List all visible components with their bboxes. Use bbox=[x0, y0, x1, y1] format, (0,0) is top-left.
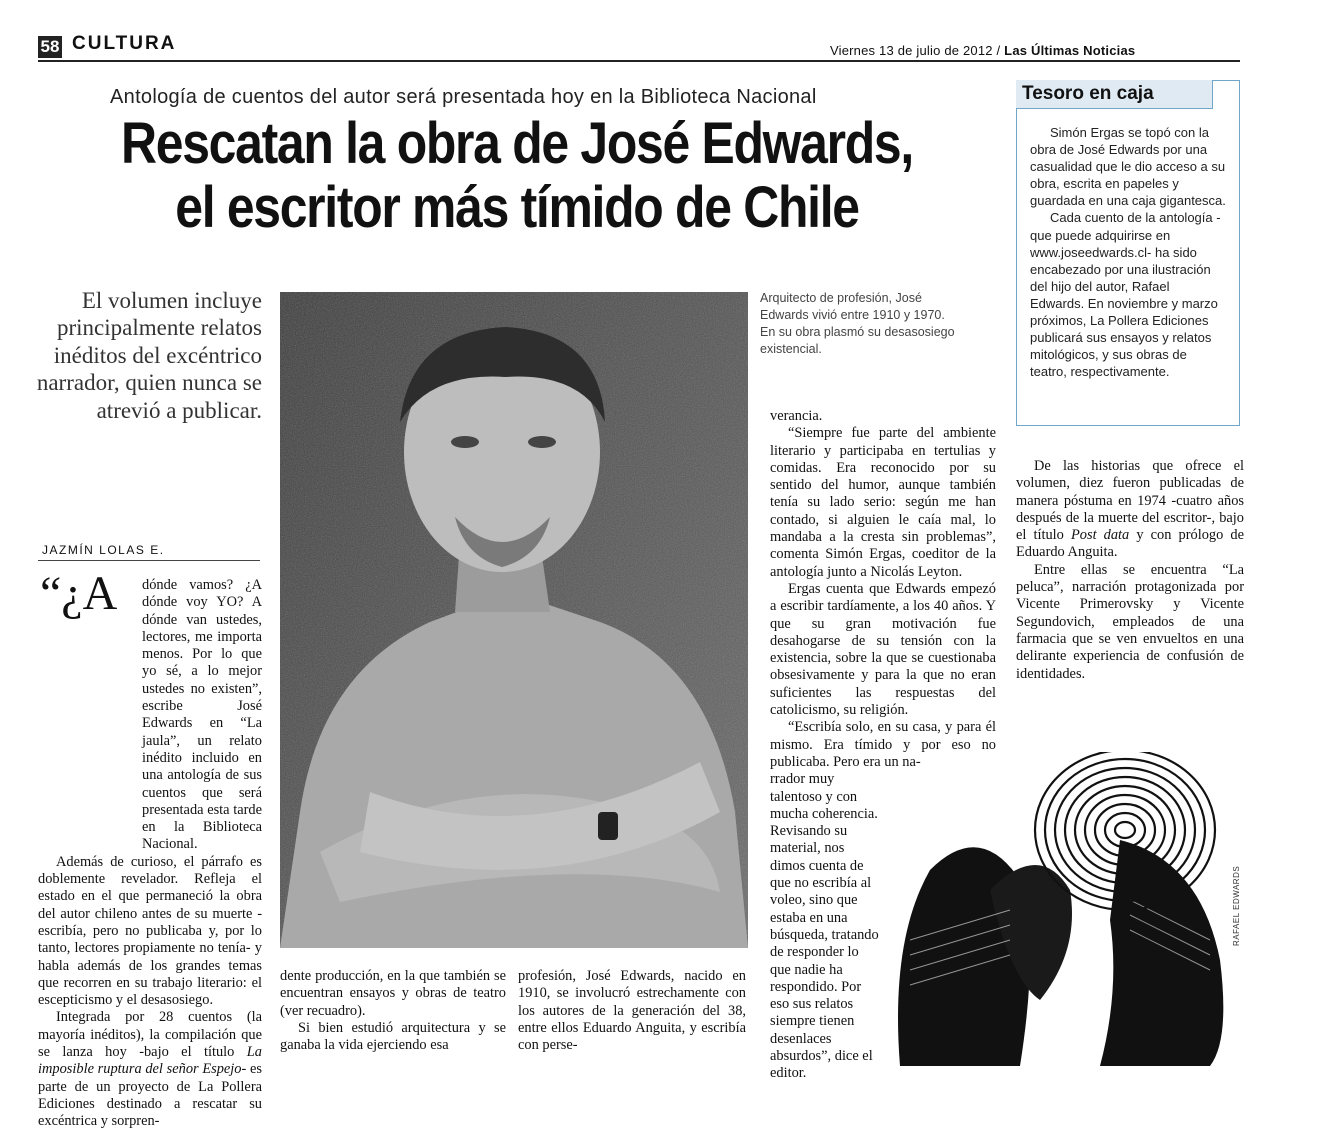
fingerprint-icon bbox=[870, 740, 1250, 1066]
body-column-3 bbox=[518, 968, 746, 1054]
paragraph: verancia. bbox=[770, 408, 823, 424]
headline-line-1: Rescatan la obra de José Edwards, bbox=[121, 111, 913, 176]
book-title: La imposible ruptura del señor Espejo bbox=[38, 1044, 262, 1078]
paragraph: Si bien estudió arquitectura y se ganaba la vida ejerciendo esa bbox=[280, 1019, 506, 1054]
sidebar-paragraph: Cada cuento de la antología -que puede adquirirse en www.joseedwards.cl- ha sido encabezado por una ilustración del hijo del autor, Rafael Edwards. En noviembre y marzo próximos, La Pollera Ediciones publicará sus ensayos y relatos mitológicos, y sus obras de teatro, respectivamente. bbox=[1030, 210, 1221, 380]
paragraph: Además de curioso, el párrafo es doblemente revelador. Refleja el estado en el que permaneció la obra del autor chileno antes de su muerte -escribía, pero no publicaba y, por lo tanto, lectores propiamente no tenía- y habla además de los grandes temas que recorren en su trabajo literario: el escepticismo y el desasosiego. bbox=[38, 853, 262, 1009]
paragraph: “Siempre fue parte del ambiente literario y participaba en tertulias y comidas. Era reconocido por su sentido del humor, aunque también tenía su lado serio: según me han contado, si alguien le caía mal, lo mandaba a la cresta sin problemas”, comenta Simón Ergas, coeditor de la antología junto a Nicolás Leyton. bbox=[770, 425, 996, 580]
paragraph-text: De las historias que ofrece el volumen, diez fueron publicadas de manera póstuma en 1974 -cuatro años después de la muerte del escritor-, bajo el título bbox=[1016, 458, 1244, 544]
fingerprint-head-illustration bbox=[870, 740, 1250, 1066]
headline-line-2: el escritor más tímido de Chile bbox=[175, 175, 859, 240]
section-label: CULTURA bbox=[72, 33, 177, 54]
headline bbox=[96, 112, 937, 240]
newspaper-name: Las Últimas Noticias bbox=[1004, 43, 1136, 58]
byline: JAZMÍN LOLAS E. bbox=[42, 543, 165, 557]
paragraph bbox=[38, 1009, 262, 1130]
paragraph-text: y con prólogo de Eduardo Anguita. bbox=[1016, 527, 1244, 561]
sidebar-paragraph: Simón Ergas se topó con la obra de José Edwards por una casualidad que le dio acceso a su obra, escrita en papeles y guardada en una caja gigantesca. bbox=[1030, 125, 1226, 209]
sidebar-title: Tesoro en caja bbox=[1022, 83, 1154, 104]
dateline bbox=[830, 43, 1135, 58]
page-number: 58 bbox=[38, 36, 62, 58]
paragraph: dente producción, en la que también se encuentran ensayos y obras de teatro (ver recuadro). bbox=[280, 968, 506, 1019]
paragraph-text: - es parte de un proyecto de La Pollera Ediciones destinado a rescatar su excéntrica y sorpren- bbox=[38, 1061, 262, 1130]
paragraph-text: Integrada por 28 cuentos (la mayoría inéditos), la compilación que se lanza hoy -bajo el título bbox=[38, 1009, 262, 1061]
book-title: Post data bbox=[1070, 527, 1130, 544]
date-text: Viernes 13 de julio de 2012 / bbox=[830, 43, 1005, 58]
paragraph: profesión, José Edwards, nacido en 1910, se involucró estrechamente con los autores de la generación del 38, entre ellos Eduardo Anguita, y escribía con perse- bbox=[518, 968, 746, 1054]
sidebar-text bbox=[1030, 124, 1226, 380]
deck: El volumen incluye principalmente relatos inéditos del excéntrico narrador, quien nunca se atrevió a publicar. bbox=[36, 288, 262, 423]
illustration-credit: RAFAEL EDWARDS bbox=[1232, 865, 1241, 946]
paragraph: rrador muy talentoso y con mucha coherencia. Revisando su material, nos dimos cuenta de que no escribía al voleo, sino que estaba en una búsqueda, tratando de responder lo que nadie ha respondido. Por eso sus relatos siempre tienen desenlaces absurdos”, dice el editor. bbox=[770, 771, 879, 1082]
body-column-1 bbox=[38, 577, 262, 1131]
drop-cap: “¿A bbox=[40, 567, 118, 620]
photo-caption: Arquitecto de profesión, José Edwards vivió entre 1910 y 1970. En su obra plasmó su desasosiego existencial. bbox=[760, 291, 955, 356]
paragraph: Entre ellas se encuentra “La peluca”, narración protagonizada por Vicente Primerovsky y Vicente Segundovich, empleados de una farmacia que se ven envueltos en una delirante experiencia de confusión de identidades. bbox=[1016, 561, 1244, 682]
body-column-5 bbox=[1016, 458, 1244, 683]
paragraph: Ergas cuenta que Edwards empezó a escribir tardíamente, a los 40 años. Y que su gran motivación fue desahogarse de su tensión con la existencia, sobre la que se cuestionaba obsesivamente y para la que no eran suficientes las respuestas del catolicismo, su religión. bbox=[770, 580, 996, 719]
byline-rule bbox=[38, 560, 260, 561]
paragraph: “Escribía solo, en su casa, y para él mismo. Era tímido y por eso no publicaba. Pero era un na- bbox=[770, 719, 996, 770]
paragraph bbox=[1016, 458, 1244, 562]
author-photo bbox=[280, 292, 748, 948]
paragraph: dónde vamos? ¿A dónde voy YO? A dónde van ustedes, lectores, me importa menos. Por lo que yo sé, a lo mejor ustedes no existen”, escribe José Edwards en “La jaula”, un relato inédito incluido en una antología de sus cuentos que será presentada esta tarde en la Biblioteca Nacional. bbox=[142, 577, 262, 853]
body-column-2 bbox=[280, 968, 506, 1054]
author-portrait-image bbox=[280, 292, 748, 948]
kicker: Antología de cuentos del autor será presentada hoy en la Biblioteca Nacional bbox=[110, 86, 817, 108]
header-rule bbox=[38, 60, 1240, 62]
